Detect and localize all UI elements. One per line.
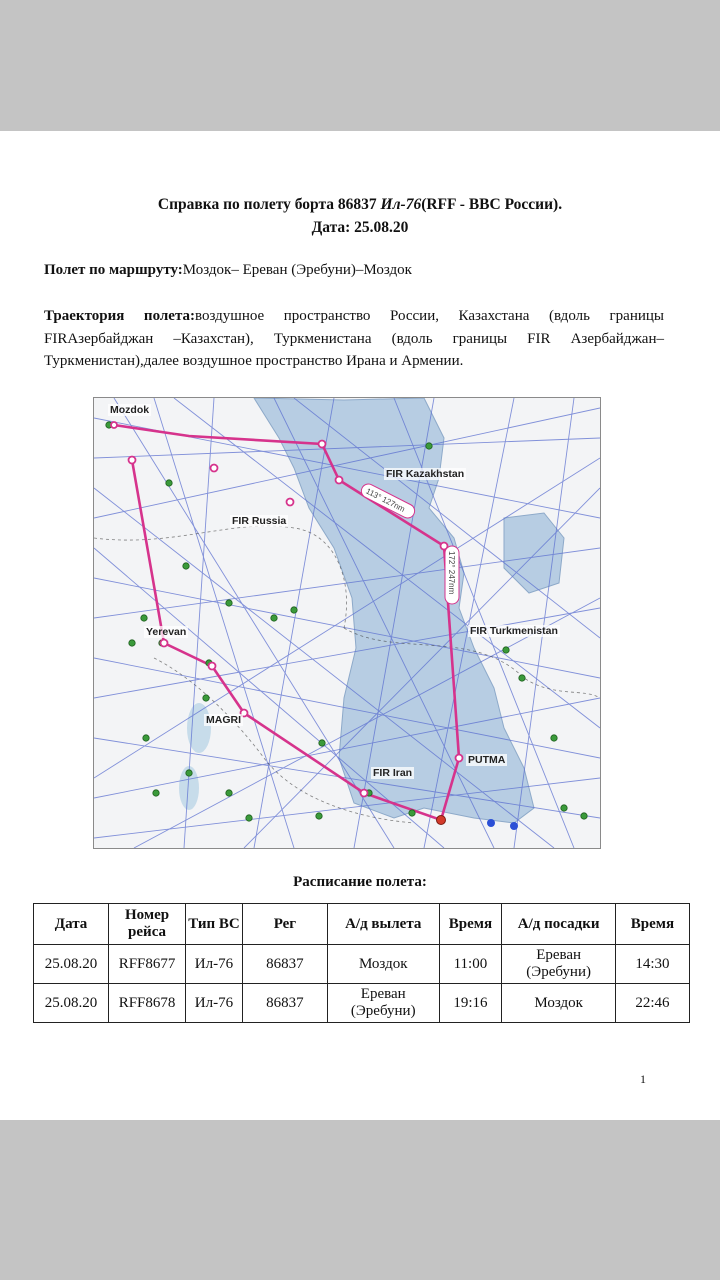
header-cell: Номер рейса [109,904,186,945]
leg-label-1: 113° 127nm [364,486,407,514]
table-row [34,945,690,984]
label-fir-turkmenistan: FIR Turkmenistan [470,625,558,637]
route-line [44,259,664,282]
table-cell: Ереван (Эребуни) [502,945,616,984]
document-page [0,131,720,1120]
table-cell: 19:16 [439,984,502,1023]
route-label: Полет по маршруту: [44,262,183,278]
red-waypoint [437,816,446,825]
title-prefix: Справка по полету борта 86837 [157,196,381,213]
title-aircraft: Ил-76 [380,196,422,213]
label-mozdok: Mozdok [110,404,150,416]
header-cell: Тип ВС [186,904,243,945]
header-cell: Дата [34,904,109,945]
table-cell: 25.08.20 [34,945,109,984]
header-cell: Время [615,904,689,945]
table-cell: Ил-76 [186,945,243,984]
label-fir-russia: FIR Russia [232,515,287,527]
table-header-row [34,904,690,945]
table-cell: 86837 [242,945,327,984]
trajectory-label: Траектория полета: [44,308,195,324]
label-magri: MAGRI [206,714,241,726]
trajectory-value: воздушное пространство России, Казахстана (вдоль границы FIRАзербайджан –Казахстан), Туркменистана (вдоль границы FIR Азербайджан–Туркменистан),далее воздушное пространство Ирана и Армении. [44,308,664,369]
table-cell: 11:00 [439,945,502,984]
title-suffix: (RFF - ВВС России). [421,196,563,213]
trajectory-paragraph [44,305,664,373]
table-cell: Моздок [327,945,439,984]
header-cell: Рег [242,904,327,945]
table-row [34,984,690,1023]
table-cell: 22:46 [615,984,689,1023]
page-number: 1 [640,1072,646,1086]
table-cell: Ереван (Эребуни) [327,984,439,1023]
leg-label-2: 172° 247nm [447,551,456,595]
header-cell: Время [439,904,502,945]
blue-waypoint-1 [487,819,495,827]
table-cell: 25.08.20 [34,984,109,1023]
table-cell: 14:30 [615,945,689,984]
aral-sea [504,513,564,593]
schedule-table [33,903,690,1023]
table-cell: Моздок [502,984,616,1023]
route-map [93,397,601,849]
label-fir-kazakhstan: FIR Kazakhstan [386,468,465,480]
schedule-title: Расписание полета: [293,874,427,890]
table-cell: RFF8678 [109,984,186,1023]
label-fir-iran: FIR Iran [373,767,413,779]
table-cell: RFF8677 [109,945,186,984]
header-cell: А/д посадки [502,904,616,945]
label-yerevan: Yerevan [146,626,187,638]
document-date: Дата: 25.08.20 [311,219,409,236]
table-cell: 86837 [242,984,327,1023]
map-graphic [94,398,600,848]
table-cell: Ил-76 [186,984,243,1023]
label-putma: PUTMA [468,754,506,766]
document-title [0,196,720,214]
blue-waypoint-2 [510,822,518,830]
header-cell: А/д вылета [327,904,439,945]
route-value: Моздок– Ереван (Эребуни)–Моздок [182,262,412,278]
